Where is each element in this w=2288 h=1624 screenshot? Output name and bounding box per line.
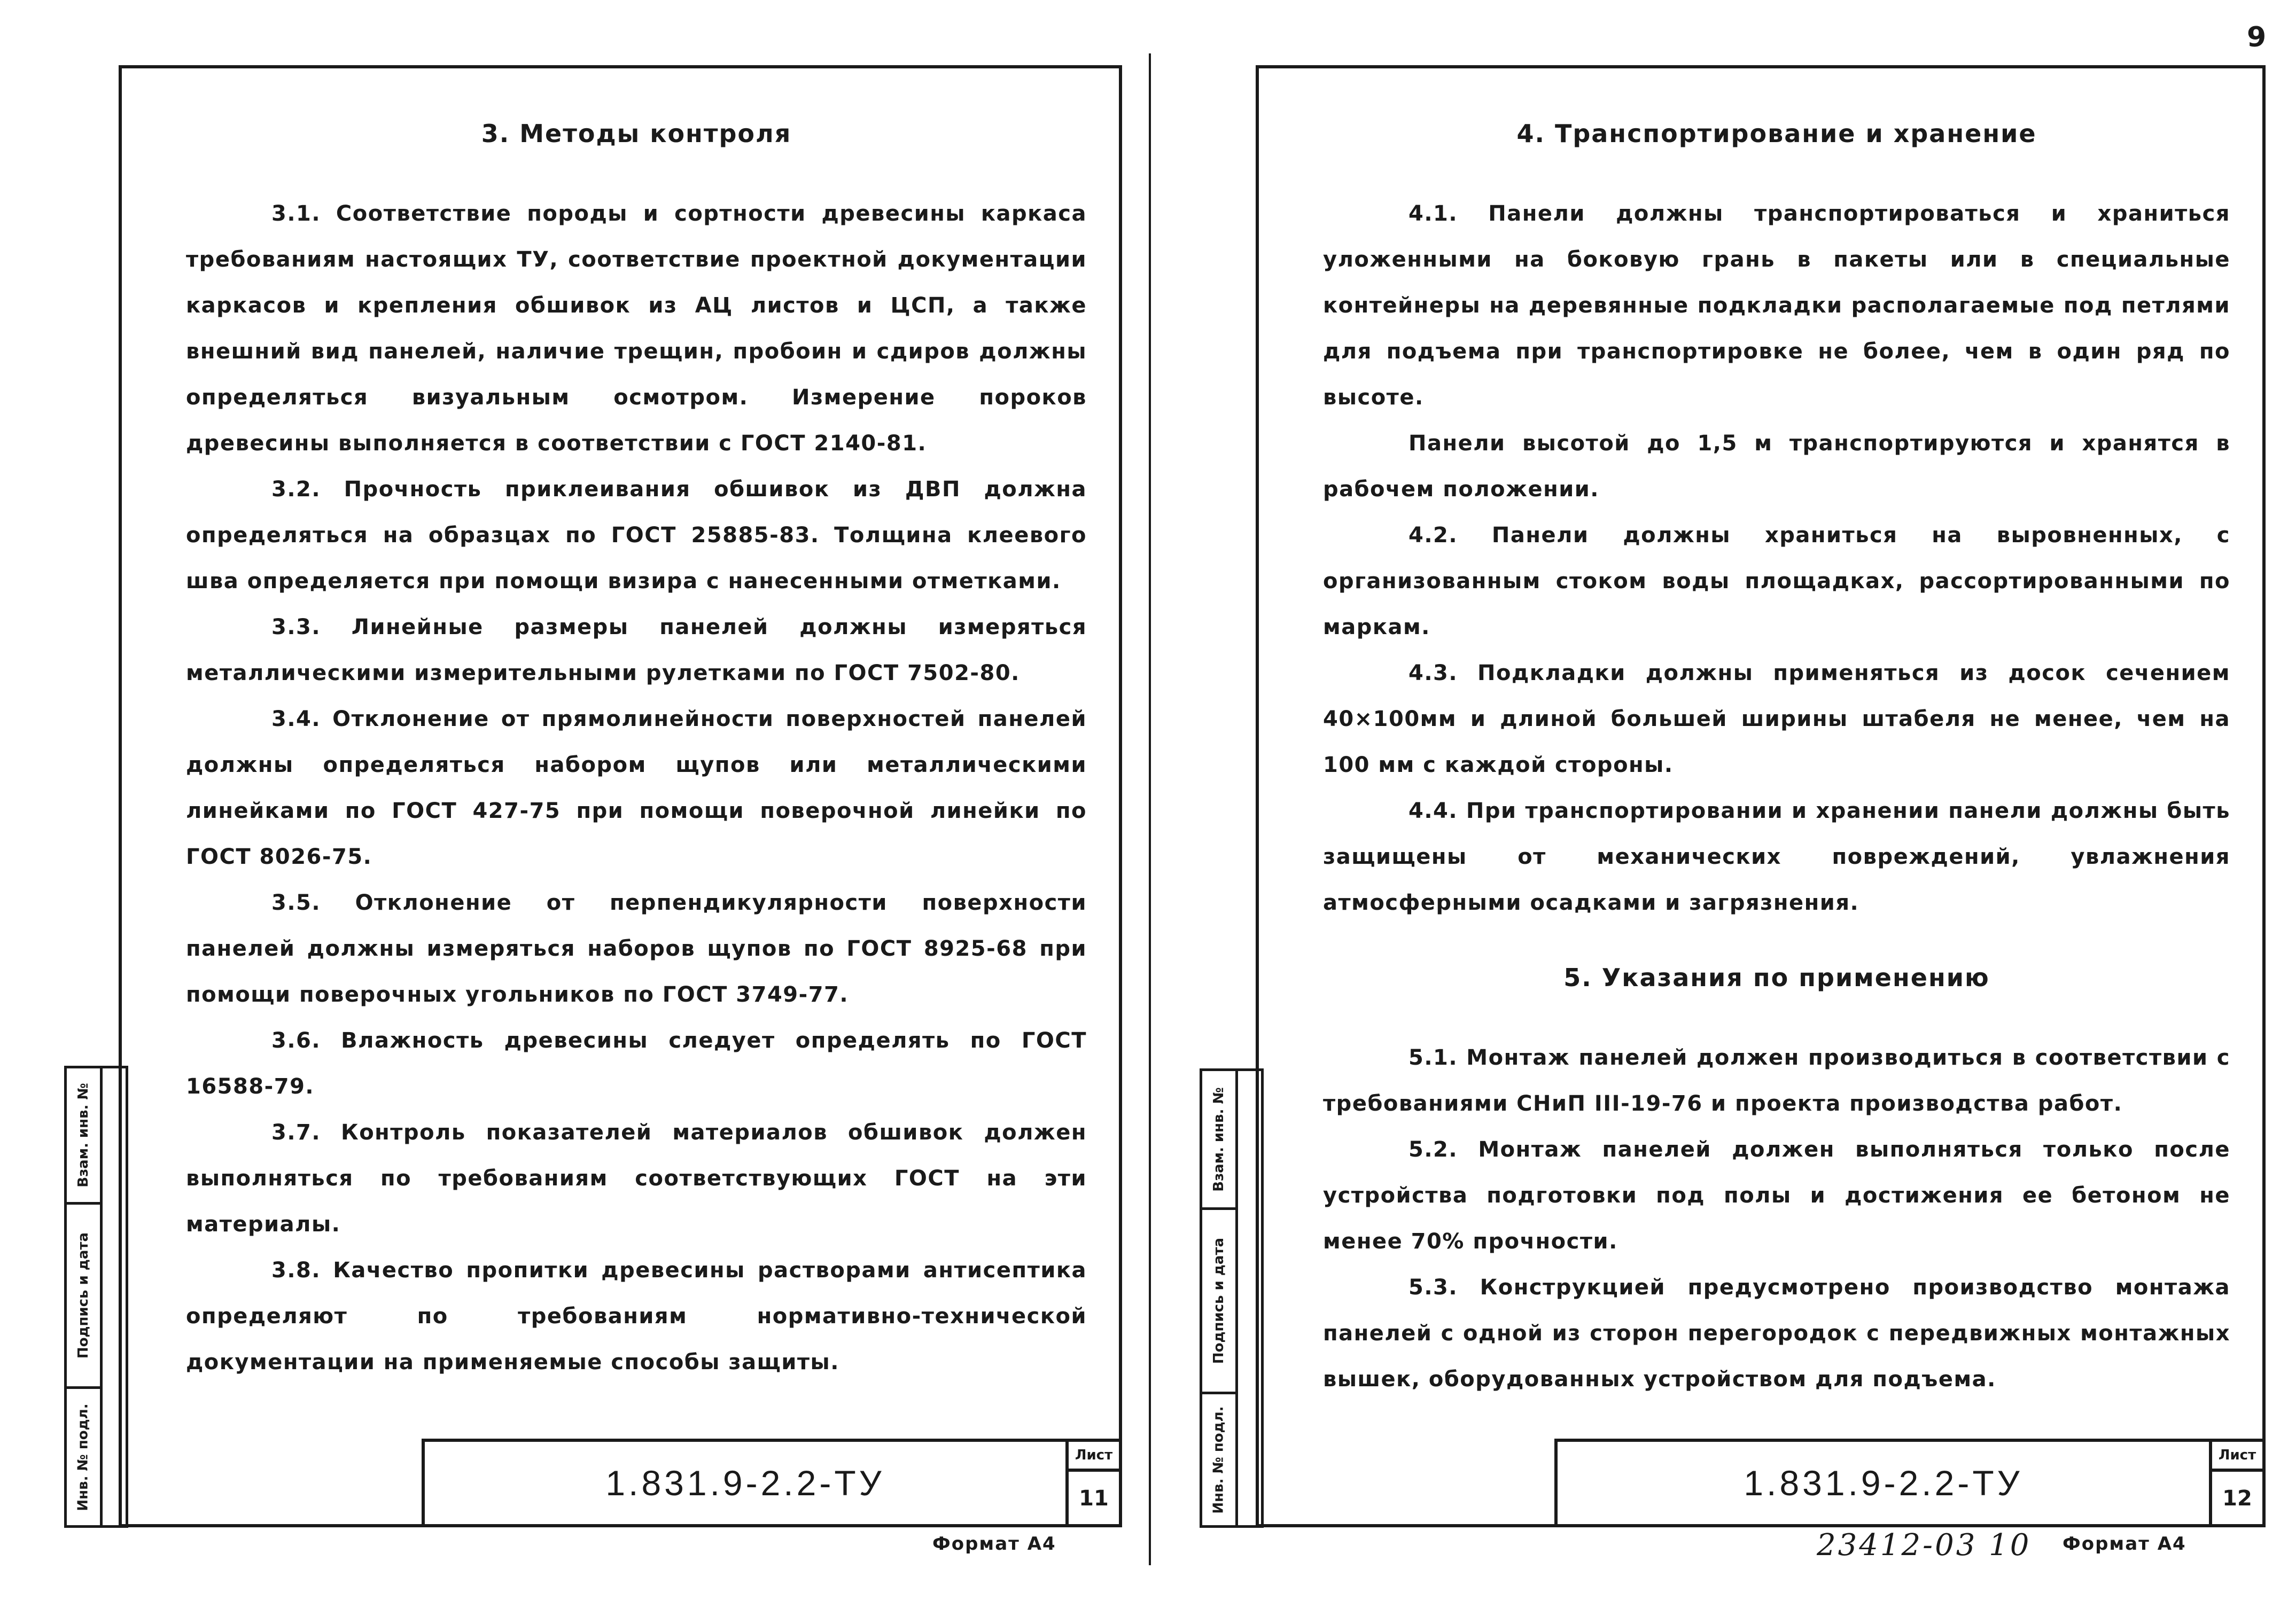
paragraph-4-3: 4.3. Подкладки должны применяться из досок сечением 40×100мм и длиной большей ширины штабеля не менее, чем на 100 мм с каждой стороны. <box>1323 661 2230 777</box>
paragraph-5-1: 5.1. Монтаж панелей должен производиться в соответствии с требованиями СНиП III-19-76 и проекта производства работ. <box>1323 1045 2230 1116</box>
archive-number: 23412-03 10 <box>1817 1528 2032 1563</box>
section-title-transport: 4. Транспортирование и хранение <box>1516 119 2037 148</box>
sheet-number-box <box>1065 1442 1119 1524</box>
paragraph-3-6: 3.6. Влажность древесины следует определять по ГОСТ 16588-79. <box>186 1028 1087 1099</box>
strip-cell-inventory: Инв. № подл. <box>1211 1406 1227 1514</box>
paragraph-4-4: 4.4. При транспортировании и хранении панели должны быть защищены от механических повреждений, увлажнения атмосферными осадками и загрязнения. <box>1323 799 2230 915</box>
left-sheet <box>119 65 1122 1527</box>
format-label: Формат А4 <box>932 1533 1056 1555</box>
paragraph-4-1: 4.1. Панели должны транспортироваться и храниться уложенными на боковую грань в пакеты или в специальные контейнеры на деревянные подкладки располагаемые под петлями для подъема при транспортировке не более, чем в один ряд по высоте. <box>1323 201 2230 410</box>
page-number: 9 <box>2247 21 2267 53</box>
left-sheet-content <box>186 119 1087 1385</box>
paragraph-3-3: 3.3. Линейные размеры панелей должны измеряться металлическими измерительными рулетками по ГОСТ 7502-80. <box>186 615 1087 685</box>
sheet-number-box <box>2209 1442 2262 1524</box>
format-label: Формат А4 <box>2063 1533 2186 1555</box>
approval-strip-right <box>1200 1068 1264 1528</box>
strip-cell-replacement: Взам. инв. № <box>67 1068 100 1205</box>
title-block <box>1554 1439 2262 1524</box>
paragraph-3-4: 3.4. Отклонение от прямолинейности поверхностей панелей должны определяться набором щупов или металлическими линейками по ГОСТ 427-75 при помощи поверочной линейки по ГОСТ 8026-75. <box>186 707 1087 869</box>
sheet-label: Лист <box>1069 1442 1119 1472</box>
paragraph-5-2: 5.2. Монтаж панелей должен выполняться только после устройства подготовки под полы и достижения ее бетоном не менее 70% прочности. <box>1323 1137 2230 1254</box>
strip-cell-signature: Подпись и дата <box>67 1205 100 1389</box>
sheet-number: 12 <box>2222 1486 2252 1511</box>
paragraph-4-1-note: Панели высотой до 1,5 м транспортируются и хранятся в рабочем положении. <box>1323 431 2230 502</box>
paragraph-3-7: 3.7. Контроль показателей материалов обшивок должен выполняться по требованиям соответствующих ГОСТ на эти материалы. <box>186 1120 1087 1237</box>
strip-cell-replacement: Взам. инв. № <box>1202 1071 1235 1210</box>
paragraph-3-8: 3.8. Качество пропитки древесины растворами антисептика определяют по требованиям нормативно-технической документации на применяемые способы защиты. <box>186 1258 1087 1375</box>
paragraph-3-5: 3.5. Отклонение от перпендикулярности поверхности панелей должны измеряться наборов щупов по ГОСТ 8925-68 при помощи поверочных угольников по ГОСТ 3749-77. <box>186 891 1087 1007</box>
strip-cell-inventory: Инв. № подл. <box>75 1403 91 1511</box>
paragraph-4-2: 4.2. Панели должны храниться на выровненных, с организованным стоком воды площадках, рассортированными по маркам. <box>1323 523 2230 639</box>
right-sheet-content <box>1323 119 2230 1402</box>
title-block <box>422 1439 1119 1524</box>
document-code: 1.831.9-2.2-ТУ <box>605 1463 885 1503</box>
strip-cell-signature: Подпись и дата <box>1202 1210 1235 1394</box>
page-fold-divider <box>1149 53 1151 1565</box>
section-title-methods: 3. Методы контроля <box>481 119 792 148</box>
right-sheet <box>1256 65 2266 1527</box>
sheet-number: 11 <box>1079 1486 1109 1511</box>
document-code: 1.831.9-2.2-ТУ <box>1744 1463 2023 1503</box>
sheet-label: Лист <box>2212 1442 2262 1472</box>
section-title-application: 5. Указания по применению <box>1563 963 1990 992</box>
approval-strip-left <box>64 1066 128 1528</box>
paragraph-3-1: 3.1. Соответствие породы и сортности древесины каркаса требованиям настоящих ТУ, соответствие проектной документации каркасов и крепления обшивок из АЦ листов и ЦСП, а также внешний вид панелей, наличие трещин, пробоин и сдиров должны определяться визуальным осмотром. Измерение пороков древесины выполняется в соответствии с ГОСТ 2140-81. <box>186 201 1087 456</box>
paragraph-5-3: 5.3. Конструкцией предусмотрено производство монтажа панелей с одной из сторон перегородок с передвижных монтажных вышек, оборудованных устройством для подъема. <box>1323 1275 2230 1392</box>
paragraph-3-2: 3.2. Прочность приклеивания обшивок из ДВП должна определяться на образцах по ГОСТ 25885-83. Толщина клеевого шва определяется при помощи визира с нанесенными отметками. <box>186 477 1087 594</box>
